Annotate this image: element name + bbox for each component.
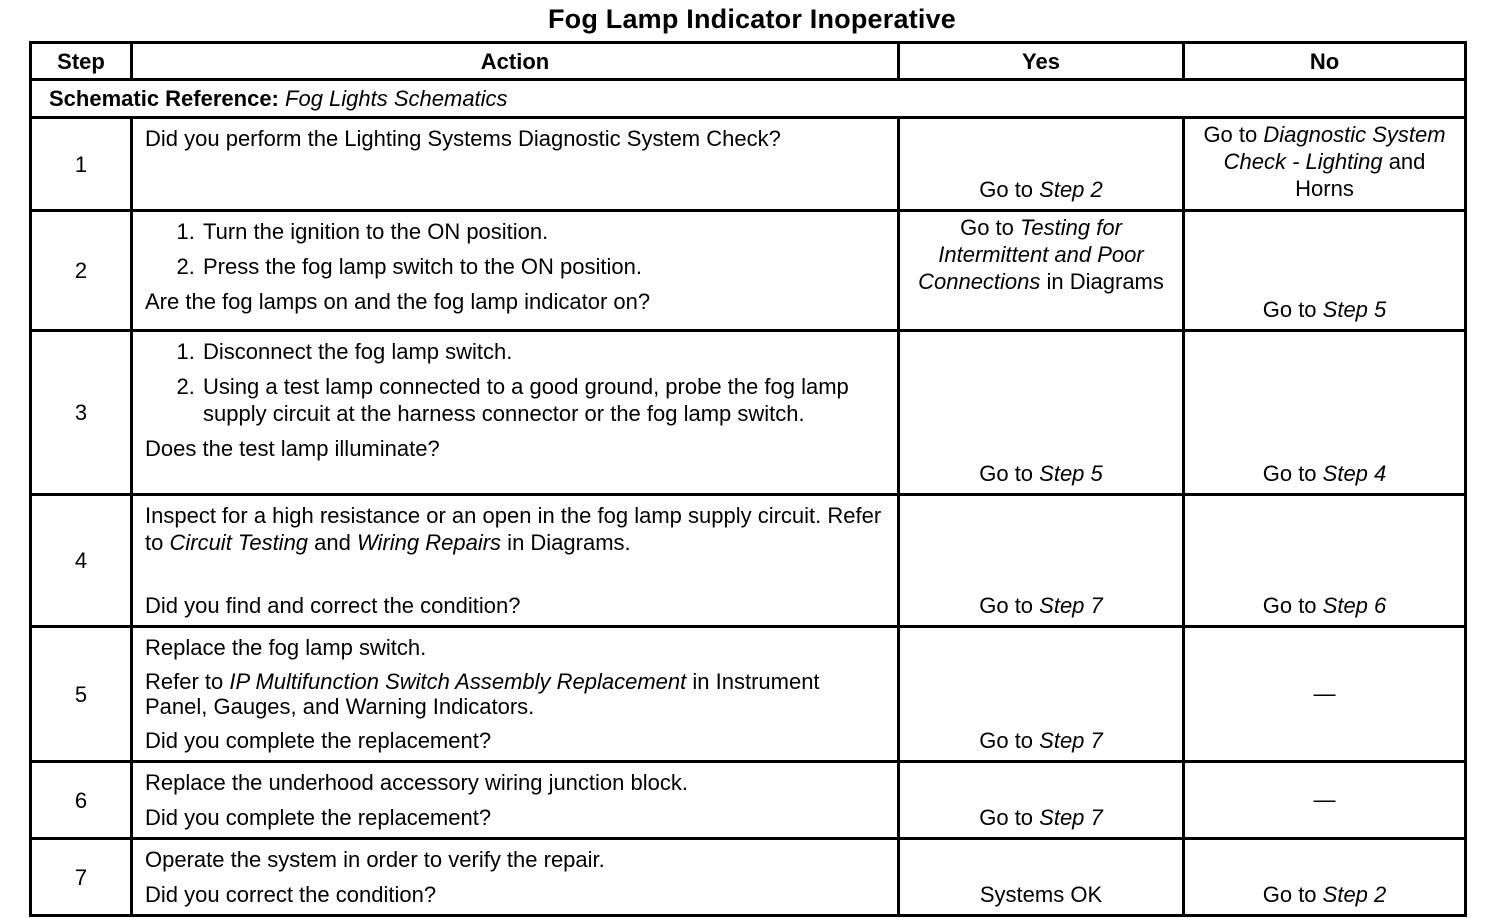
table-row bbox=[31, 495, 1466, 627]
no-cell: Go to Diagnostic System Check - Lighting and Horns bbox=[1184, 118, 1466, 211]
header-step: Step bbox=[31, 43, 132, 80]
table-row bbox=[31, 118, 1466, 211]
step-number: 1 bbox=[31, 118, 132, 211]
no-link[interactable]: Diagnostic System Check - Lighting bbox=[1223, 122, 1446, 174]
action-question: Did you perform the Lighting Systems Diagnostic System Check? bbox=[145, 126, 781, 151]
action-step-item: 2. Using a test lamp connected to a good ground, probe the fog lamp supply circuit at the harness connector or the fog lamp switch. bbox=[201, 373, 887, 427]
action-cell bbox=[132, 495, 899, 627]
yes-link[interactable]: Step 7 bbox=[1039, 728, 1103, 753]
yes-cell: Go to Testing for Intermittent and Poor Connections in Diagrams bbox=[899, 211, 1184, 331]
no-cell: Go to Step 4 bbox=[1184, 331, 1466, 495]
action-question: Are the fog lamps on and the fog lamp indicator on? bbox=[145, 289, 651, 314]
schematic-link[interactable]: Fog Lights Schematics bbox=[285, 86, 508, 111]
step-number: 3 bbox=[31, 331, 132, 495]
yes-cell: Go to Step 7 bbox=[899, 762, 1184, 839]
action-cell bbox=[132, 627, 899, 762]
yes-cell: Go to Step 2 bbox=[899, 118, 1184, 211]
circuit-testing-link[interactable]: Circuit Testing bbox=[169, 530, 309, 555]
no-cell: Go to Step 6 bbox=[1184, 495, 1466, 627]
action-cell bbox=[132, 118, 899, 211]
no-link[interactable]: Step 4 bbox=[1322, 461, 1387, 486]
action-instruction: Replace the fog lamp switch. bbox=[145, 635, 427, 660]
table-row bbox=[31, 627, 1466, 762]
header-action: Action bbox=[132, 43, 899, 80]
action-instruction: Inspect for a high resistance or an open in the fog lamp supply circuit. Refer to Circuit Testing and Wiring Repairs in Diagrams. bbox=[145, 503, 882, 555]
action-cell bbox=[132, 331, 899, 495]
action-step-item: 1. Turn the ignition to the ON position. bbox=[201, 218, 887, 245]
action-question: Did you find and correct the condition? bbox=[145, 593, 521, 618]
no-cell: Go to Step 5 bbox=[1184, 211, 1466, 331]
no-cell: Go to Step 2 bbox=[1184, 839, 1466, 916]
no-cell: — bbox=[1184, 627, 1466, 762]
action-step-item: 1. Disconnect the fog lamp switch. bbox=[201, 338, 887, 365]
yes-link[interactable]: Step 7 bbox=[1039, 805, 1103, 830]
action-question: Did you complete the replacement? bbox=[145, 728, 492, 753]
header-no: No bbox=[1184, 43, 1466, 80]
action-instruction: Replace the underhood accessory wiring junction block. bbox=[145, 770, 688, 795]
yes-link[interactable]: Step 2 bbox=[1039, 177, 1103, 202]
no-cell: — bbox=[1184, 762, 1466, 839]
action-instruction: Operate the system in order to verify the repair. bbox=[145, 847, 605, 872]
table-row bbox=[31, 331, 1466, 495]
schematic-label: Schematic Reference: bbox=[49, 86, 279, 111]
no-link[interactable]: Step 6 bbox=[1322, 593, 1387, 618]
yes-cell: Go to Step 5 bbox=[899, 331, 1184, 495]
action-cell bbox=[132, 211, 899, 331]
yes-cell: Go to Step 7 bbox=[899, 495, 1184, 627]
wiring-repairs-link[interactable]: Wiring Repairs bbox=[356, 530, 502, 555]
step-number: 7 bbox=[31, 839, 132, 916]
diagnostic-table bbox=[29, 41, 1467, 917]
no-link[interactable]: Step 2 bbox=[1322, 882, 1387, 907]
action-question: Does the test lamp illuminate? bbox=[145, 436, 440, 461]
action-step-item: 2. Press the fog lamp switch to the ON position. bbox=[201, 253, 887, 280]
schematic-row bbox=[31, 80, 1466, 118]
no-link[interactable]: Step 5 bbox=[1322, 297, 1387, 322]
yes-link[interactable]: Step 5 bbox=[1039, 461, 1103, 486]
action-steps bbox=[145, 218, 887, 280]
schematic-reference bbox=[31, 80, 1466, 118]
yes-cell: Systems OK bbox=[899, 839, 1184, 916]
yes-link[interactable]: Step 7 bbox=[1039, 593, 1103, 618]
table-row bbox=[31, 839, 1466, 916]
yes-cell: Go to Step 7 bbox=[899, 627, 1184, 762]
table-row bbox=[31, 211, 1466, 331]
yes-link[interactable]: Testing for Intermittent and Poor Connections bbox=[918, 215, 1144, 294]
action-cell bbox=[132, 839, 899, 916]
table-row bbox=[31, 762, 1466, 839]
step-number: 5 bbox=[31, 627, 132, 762]
step-number: 2 bbox=[31, 211, 132, 331]
step-number: 6 bbox=[31, 762, 132, 839]
action-question: Did you complete the replacement? bbox=[145, 805, 492, 830]
header-yes: Yes bbox=[899, 43, 1184, 80]
action-cell bbox=[132, 762, 899, 839]
action-question: Did you correct the condition? bbox=[145, 882, 437, 907]
page-title: Fog Lamp Indicator Inoperative bbox=[547, 4, 957, 34]
action-steps bbox=[145, 338, 887, 427]
ip-switch-replacement-link[interactable]: IP Multifunction Switch Assembly Replacement bbox=[229, 669, 687, 694]
step-number: 4 bbox=[31, 495, 132, 627]
action-reference: Refer to IP Multifunction Switch Assembly Replacement in Instrument Panel, Gauges, and Warning Indicators. bbox=[145, 669, 820, 719]
table-header-row bbox=[31, 43, 1466, 80]
